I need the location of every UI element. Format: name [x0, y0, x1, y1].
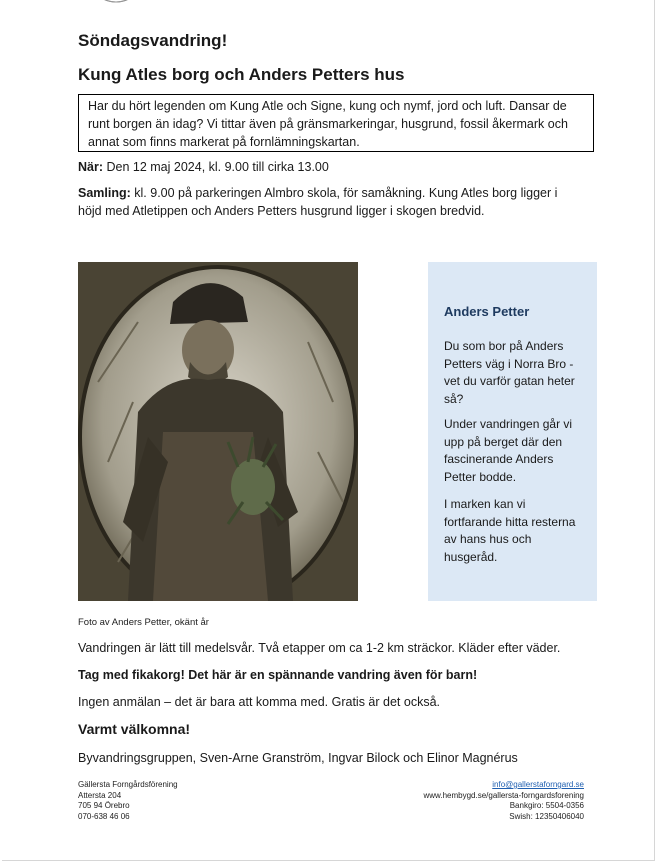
footer-swish: Swish: 12350406040: [509, 811, 584, 821]
event-type-heading: Söndagsvandring!: [78, 31, 228, 50]
sidebar-paragraph-2: Under vandringen går vi upp på berget där den fascinerande Anders Petter bodde.: [444, 417, 573, 484]
footer-email-link[interactable]: info@gallerstaforngard.se: [492, 780, 584, 789]
organizers-line: Byvandringsgruppen, Sven-Arne Granström, Ingvar Bilock och Elinor Magnérus: [78, 751, 518, 765]
sidebar-heading: Anders Petter: [444, 304, 530, 319]
footer-street: Attersta 204: [78, 790, 122, 800]
intro-box: Har du hört legenden om Kung Atle och Signe, kung och nymf, jord och luft. Dansar de runt borgen än idag? Vi tittar även på gränsmarkeringar, husgrund, fossil åkermark och annat som finns markerat på fornlämningskartan.: [78, 94, 594, 152]
footer-address: [78, 780, 178, 822]
info-line-2: Tag med fikakorg! Det här är en spännande vandring även för barn!: [78, 668, 478, 682]
logo-icon: [96, 0, 136, 4]
footer-bankgiro: Bankgiro: 5504-0356: [509, 801, 584, 810]
info-sidebar: [428, 262, 597, 601]
footer-org-name: Gällersta Forngårdsförening: [78, 780, 178, 789]
meeting-line-2: höjd med Atletippen och Anders Petters husgrund ligger i skogen bredvid.: [78, 204, 485, 218]
meeting-label: Samling:: [78, 186, 131, 200]
footer-postal: 705 94 Örebro: [78, 801, 130, 810]
portrait-photo: [78, 262, 358, 601]
footer-phone: 070-638 46 06: [78, 811, 130, 821]
meeting-text-1: kl. 9.00 på parkeringen Almbro skola, för samåkning. Kung Atles borg ligger i: [130, 186, 558, 200]
page-title: Kung Atles borg och Anders Petters hus: [78, 65, 405, 84]
meeting-line: [78, 184, 557, 202]
info-line-3: Ingen anmälan – det är bara att komma med. Gratis är det också.: [78, 695, 440, 709]
when-label: När:: [78, 160, 104, 174]
when-text: Den 12 maj 2024, kl. 9.00 till cirka 13.00: [103, 160, 329, 174]
sidebar-paragraph-1: Du som bor på Anders Petters väg i Norra Bro - vet du varför gatan heter så?: [444, 339, 575, 406]
footer-contact: [423, 780, 584, 822]
footer-website: www.hembygd.se/gallersta-forngardsforening: [423, 790, 584, 800]
sidebar-paragraph-3: I marken kan vi fortfarande hitta resterna av hans hus och husgeråd.: [444, 497, 576, 564]
photo-caption: Foto av Anders Petter, okänt år: [78, 617, 209, 628]
when-line: [78, 158, 329, 176]
info-line-1: Vandringen är lätt till medelsvår. Två etapper om ca 1-2 km sträckor. Kläder efter väder.: [78, 641, 561, 655]
welcome-heading: Varmt välkomna!: [78, 721, 191, 737]
